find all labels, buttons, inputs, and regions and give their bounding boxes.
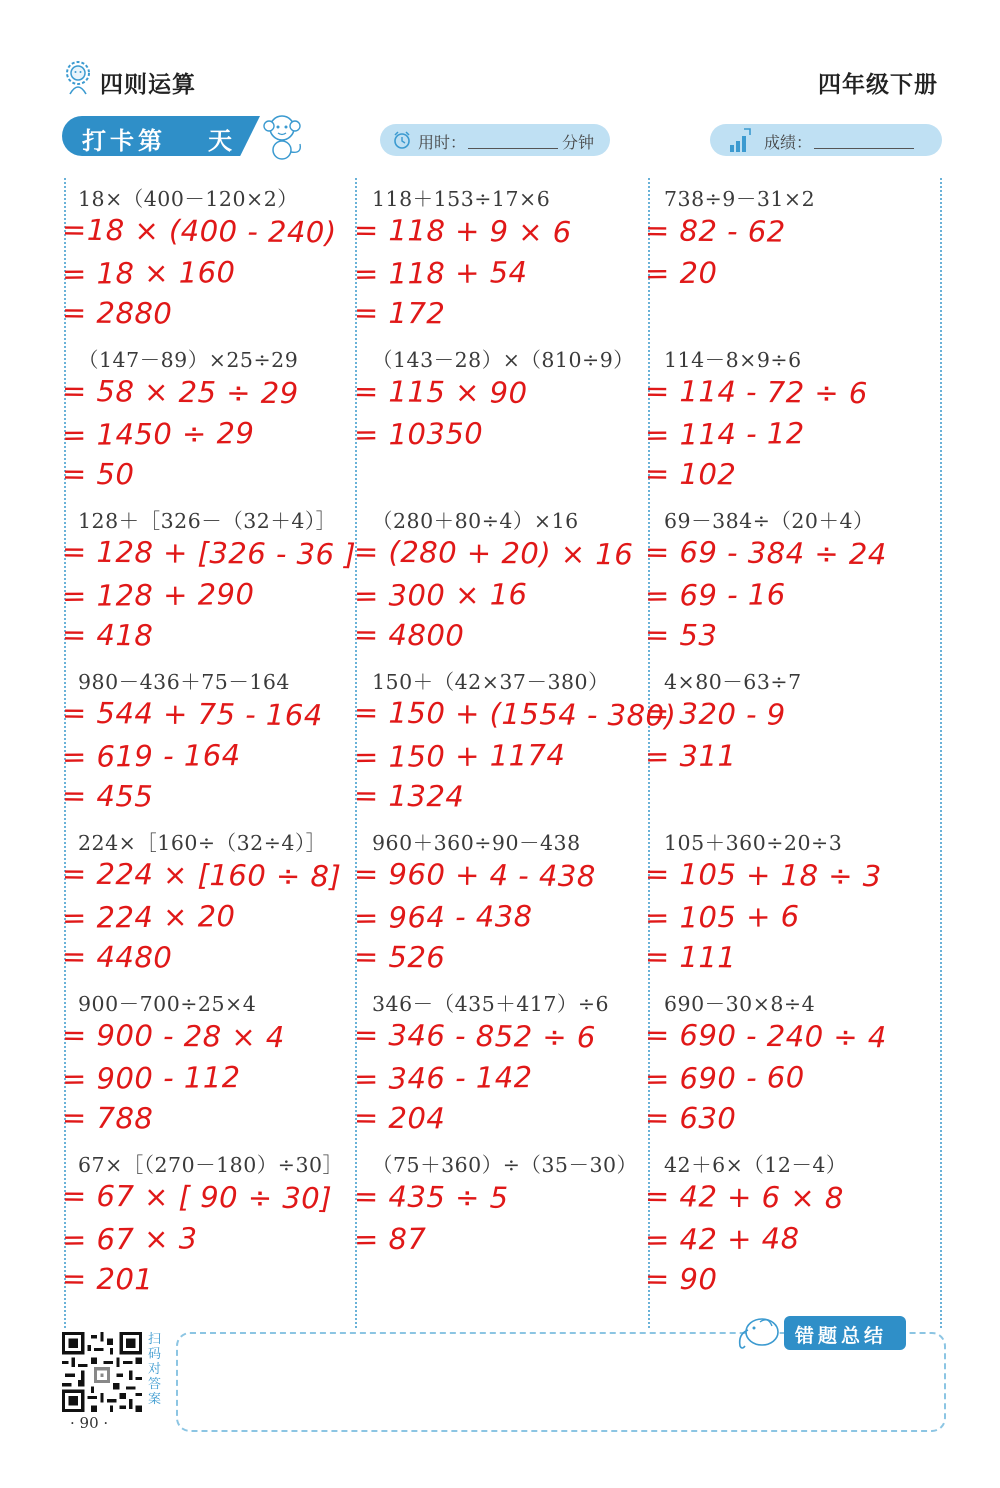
problem-expression: 67×［（270－180）÷30］ <box>78 1153 344 1177</box>
handwritten-step: = 67 × 3 <box>61 1221 198 1257</box>
handwritten-step: = 128 + 290 <box>61 576 255 614</box>
handwritten-step: = 224 × 20 <box>61 899 236 935</box>
problem-expression: 346－（435＋417）÷6 <box>372 992 610 1016</box>
handwritten-step: = 435 ÷ 5 <box>353 1179 509 1215</box>
handwritten-step: = 69 - 384 ÷ 24 <box>644 534 887 572</box>
problem-expression: （143－28）×（810÷9） <box>372 348 635 372</box>
problem-expression: 224×［160÷（32÷4）］ <box>78 831 327 855</box>
handwritten-step: = 105 + 18 ÷ 3 <box>644 856 882 894</box>
handwritten-step: = 346 - 852 ÷ 6 <box>353 1017 596 1055</box>
handwritten-step: = 204 <box>353 1100 446 1136</box>
monkey-mascot-icon <box>256 110 308 162</box>
handwritten-step: = 10350 <box>353 416 484 452</box>
handwritten-step: = 526 <box>353 939 446 975</box>
problem-expression: 42＋6×（12－4） <box>664 1153 847 1177</box>
mistake-summary-label: 错题总结 <box>795 1325 888 1347</box>
handwritten-step: = 544 + 75 - 164 <box>61 695 323 733</box>
qr-code[interactable] <box>62 1332 142 1412</box>
time-unit: 分钟 <box>562 133 595 152</box>
problem-expression: 18×（400－120×2） <box>78 187 299 211</box>
handwritten-step: = 224 × [160 ÷ 8] <box>61 856 342 894</box>
score-label: 成绩： <box>764 133 813 152</box>
column-divider <box>940 178 942 1328</box>
lion-mascot-icon <box>62 60 94 96</box>
handwritten-step: = 630 <box>644 1100 737 1136</box>
handwritten-step: = 128 + [326 - 36 ] <box>61 534 357 572</box>
problem-expression: （147－89）×25÷29 <box>78 348 299 372</box>
handwritten-step: = 90 <box>644 1261 718 1297</box>
problem-expression: 150＋（42×37－380） <box>372 670 610 694</box>
handwritten-step: = 320 - 9 <box>644 696 786 732</box>
handwritten-step: = 900 - 112 <box>61 1060 241 1096</box>
handwritten-step: = 619 - 164 <box>61 738 241 774</box>
rising-chart-icon <box>728 127 752 153</box>
handwritten-step: = 58 × 25 ÷ 29 <box>61 373 299 411</box>
alarm-clock-icon <box>392 130 412 150</box>
handwritten-step: = 788 <box>61 1100 154 1136</box>
handwritten-step: = 118 + 9 × 6 <box>353 212 572 250</box>
handwritten-step: = 69 - 16 <box>644 577 786 613</box>
handwritten-step: = 418 <box>61 617 154 653</box>
problem-expression: 114－8×9÷6 <box>664 348 802 372</box>
handwritten-step: = 690 - 240 ÷ 4 <box>644 1017 887 1055</box>
time-blank[interactable] <box>468 148 558 149</box>
section-title: 四则运算 <box>100 72 196 98</box>
handwritten-step: = 964 - 438 <box>353 899 533 935</box>
handwritten-step: = (280 + 20) × 16 <box>353 534 634 572</box>
handwritten-step: =18 × (400 - 240) <box>61 212 337 250</box>
problem-expression: 4×80－63÷7 <box>664 670 802 694</box>
page-number: · 90 · <box>70 1414 109 1432</box>
handwritten-step: = 150 + 1174 <box>353 737 566 775</box>
handwritten-step: = 690 - 60 <box>644 1060 805 1096</box>
score-blank[interactable] <box>814 148 914 149</box>
handwritten-step: = 82 - 62 <box>644 213 786 249</box>
problem-expression: （75＋360）÷（35－30） <box>372 1153 638 1177</box>
handwritten-step: = 150 + (1554 - 380) <box>353 695 677 733</box>
handwritten-step: = 311 <box>644 738 737 774</box>
handwritten-step: = 50 <box>61 456 135 492</box>
problem-expression: 738÷9－31×2 <box>664 187 816 211</box>
handwritten-step: = 114 - 12 <box>644 416 805 452</box>
handwritten-step: = 42 + 48 <box>644 1221 800 1257</box>
problem-expression: 980－436＋75－164 <box>78 670 290 694</box>
handwritten-step: = 115 × 90 <box>353 374 528 410</box>
handwritten-step: = 114 - 72 ÷ 6 <box>644 373 869 411</box>
problem-expression: （280＋80÷4）×16 <box>372 509 579 533</box>
handwritten-step: = 67 × [ 90 ÷ 30] <box>61 1178 333 1216</box>
handwritten-step: = 18 × 160 <box>61 255 236 291</box>
qr-caption: 扫码对答案 <box>148 1332 162 1407</box>
handwritten-step: = 300 × 16 <box>353 577 528 613</box>
handwritten-step: = 53 <box>644 617 718 653</box>
handwritten-step: = 42 + 6 × 8 <box>644 1178 844 1216</box>
handwritten-step: = 201 <box>61 1261 154 1297</box>
checkin-day-suffix: 天 <box>208 127 232 155</box>
handwritten-step: = 102 <box>644 456 737 492</box>
problem-expression: 690－30×8÷4 <box>664 992 816 1016</box>
problem-expression: 69－384÷（20＋4） <box>664 509 875 533</box>
problem-expression: 118＋153÷17×6 <box>372 187 551 211</box>
handwritten-step: = 1324 <box>353 778 465 814</box>
problem-expression: 960＋360÷90－438 <box>372 831 581 855</box>
grade-label: 四年级下册 <box>818 72 938 98</box>
handwritten-step: = 111 <box>644 939 737 975</box>
handwritten-step: = 1450 ÷ 29 <box>61 415 255 453</box>
time-label: 用时： <box>418 133 467 152</box>
handwritten-step: = 172 <box>353 295 446 331</box>
problem-expression: 105＋360÷20÷3 <box>664 831 843 855</box>
handwritten-step: = 455 <box>61 778 154 814</box>
handwritten-step: = 346 - 142 <box>353 1060 533 1096</box>
handwritten-step: = 960 + 4 - 438 <box>353 856 596 894</box>
handwritten-step: = 20 <box>644 255 718 291</box>
handwritten-step: = 4480 <box>61 939 173 975</box>
checkin-label: 打卡第 <box>82 127 166 155</box>
handwritten-step: = 4800 <box>353 617 465 653</box>
problem-expression: 128＋［326－（32＋4）］ <box>78 509 337 533</box>
elephant-mascot-icon <box>732 1312 784 1352</box>
handwritten-step: = 105 + 6 <box>644 899 800 935</box>
problem-expression: 900－700÷25×4 <box>78 992 257 1016</box>
handwritten-step: = 900 - 28 × 4 <box>61 1017 286 1055</box>
handwritten-step: = 2880 <box>61 295 173 331</box>
handwritten-step: = 118 + 54 <box>353 255 528 291</box>
handwritten-step: = 87 <box>353 1221 427 1257</box>
